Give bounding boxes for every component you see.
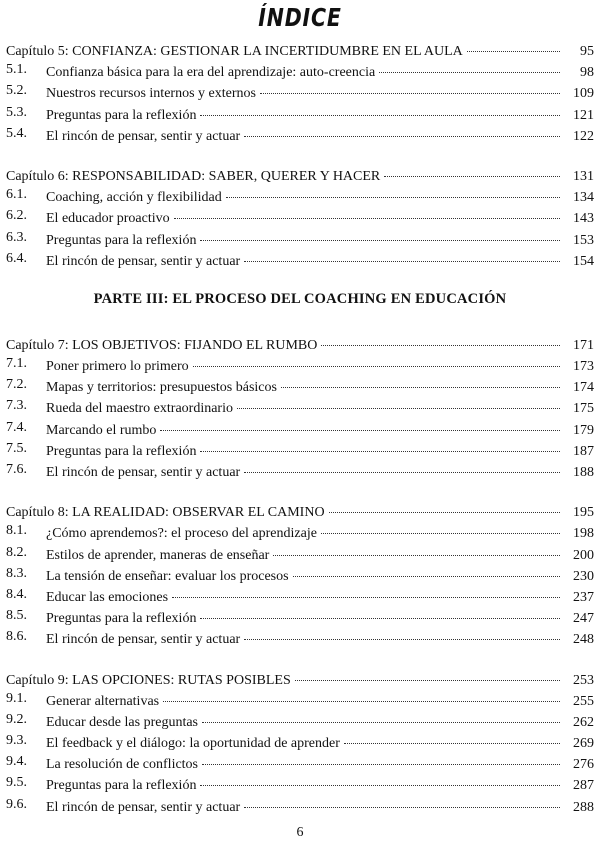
entry-number: 6.3. — [6, 229, 27, 245]
dot-leader — [295, 664, 560, 681]
chapter-title: Capítulo 7: LOS OBJETIVOS: FIJANDO EL RUMBO — [6, 337, 318, 353]
entry-number: 6.4. — [6, 250, 27, 266]
dot-leader — [200, 769, 560, 786]
entry-number: 9.1. — [6, 690, 27, 706]
entry-title: ¿Cómo aprendemos?: el proceso del aprendizaje — [46, 526, 317, 542]
entry-number: 8.1. — [6, 523, 27, 539]
dot-leader — [260, 77, 560, 94]
dot-leader — [321, 329, 560, 346]
entry-title: Coaching, acción y flexibilidad — [46, 190, 222, 206]
entry-title: El rincón de pensar, sentir y actuar — [46, 128, 241, 144]
dot-leader — [384, 160, 560, 177]
entry-page: 262 — [573, 714, 594, 730]
chapter-page: 171 — [573, 337, 594, 353]
entry-number: 9.2. — [6, 711, 27, 727]
entry-page: 175 — [573, 401, 594, 417]
dot-leader — [202, 748, 560, 765]
entry-title: Poner primero lo primero — [46, 359, 189, 375]
dot-leader — [200, 602, 560, 619]
dot-leader — [202, 706, 560, 723]
chapter-page: 95 — [580, 44, 594, 59]
dot-leader — [344, 727, 560, 744]
chapter-title: Capítulo 8: LA REALIDAD: OBSERVAR EL CAMINO — [6, 505, 325, 521]
entry-page: 98 — [580, 65, 594, 81]
entry-title: Rueda del maestro extraordinario — [46, 401, 233, 417]
chapter-title: Capítulo 9: LAS OPCIONES: RUTAS POSIBLES — [6, 672, 291, 688]
entry-title: La tensión de enseñar: evaluar los procesos — [46, 568, 289, 584]
chapter-page: 195 — [573, 505, 594, 521]
chapter-page: 131 — [573, 168, 594, 184]
entry-title: Estilos de aprender, maneras de enseñar — [46, 547, 270, 563]
entry-number: 7.5. — [6, 440, 27, 456]
entry-page: 121 — [573, 107, 594, 123]
entry-title: Marcando el rumbo — [46, 422, 157, 438]
dot-leader — [193, 350, 560, 367]
entry-number: 8.6. — [6, 629, 27, 645]
entry-title: El educador proactivo — [46, 211, 170, 227]
entry-page: 173 — [573, 359, 594, 375]
dot-leader — [244, 456, 560, 473]
toc-entry — [6, 459, 594, 480]
dot-leader — [244, 120, 560, 137]
dot-leader — [200, 99, 560, 116]
entry-title: Preguntas para la reflexión — [46, 232, 197, 248]
entry-number: 5.3. — [6, 104, 27, 120]
entry-title: El rincón de pensar, sentir y actuar — [46, 632, 241, 648]
dot-leader — [174, 202, 560, 219]
entry-page: 153 — [573, 232, 594, 248]
dot-leader — [273, 539, 560, 556]
dot-leader — [163, 685, 560, 702]
dot-leader — [244, 245, 560, 262]
chapter-title: Capítulo 5: CONFIANZA: GESTIONAR LA INCERTIDUMBRE EN EL AULA — [6, 44, 463, 59]
entry-page: 287 — [573, 778, 594, 794]
entry-page: 122 — [573, 128, 594, 144]
dot-leader — [329, 496, 560, 513]
entry-title: Confianza básica para la era del aprendizaje: auto-creencia — [46, 65, 376, 81]
entry-page: 109 — [573, 86, 594, 102]
entry-title: Mapas y territorios: presupuestos básicos — [46, 380, 277, 396]
dot-leader — [237, 392, 560, 409]
page-number: 6 — [296, 825, 304, 840]
entry-page: 174 — [573, 380, 594, 396]
chapter-section — [6, 499, 594, 647]
entry-number: 5.1. — [6, 62, 27, 78]
entry-page: 247 — [573, 611, 594, 627]
dot-leader — [293, 560, 560, 577]
part-heading: PARTE III: EL PROCESO DEL COACHING EN EDUCACIÓN — [93, 290, 507, 307]
page-title: ÍNDICE — [258, 3, 342, 32]
entry-title: Preguntas para la reflexión — [46, 778, 197, 794]
entry-number: 8.4. — [6, 586, 27, 602]
entry-title: El rincón de pensar, sentir y actuar — [46, 465, 241, 480]
entry-number: 9.5. — [6, 775, 27, 791]
chapter-section — [6, 332, 594, 480]
entry-number: 7.4. — [6, 419, 27, 435]
entry-page: 198 — [573, 526, 594, 542]
dot-leader — [467, 35, 560, 52]
entry-title: El feedback y el diálogo: la oportunidad de aprender — [46, 736, 340, 752]
entry-number: 9.4. — [6, 754, 27, 770]
entry-number: 9.6. — [6, 796, 27, 812]
entry-number: 8.5. — [6, 608, 27, 624]
entry-page: 230 — [573, 568, 594, 584]
entry-page: 143 — [573, 211, 594, 227]
entry-number: 5.4. — [6, 125, 27, 141]
dot-leader — [160, 414, 560, 431]
chapter-page: 253 — [573, 672, 594, 688]
dot-leader — [379, 56, 560, 73]
chapter-section — [6, 38, 594, 144]
entry-page: 248 — [573, 632, 594, 648]
table-of-contents — [6, 38, 594, 834]
entry-page: 237 — [573, 589, 594, 605]
entry-number: 6.1. — [6, 187, 27, 203]
entry-title: El rincón de pensar, sentir y actuar — [46, 799, 241, 815]
entry-number: 7.2. — [6, 377, 27, 393]
dot-leader — [244, 791, 560, 808]
entry-number: 7.1. — [6, 356, 27, 372]
entry-title: Preguntas para la reflexión — [46, 107, 197, 123]
entry-page: 200 — [573, 547, 594, 563]
entry-title: Educar desde las preguntas — [46, 714, 198, 730]
entry-page: 187 — [573, 443, 594, 459]
dot-leader — [200, 224, 560, 241]
entry-page: 188 — [573, 465, 594, 480]
entry-page: 154 — [573, 253, 594, 269]
toc-entry — [6, 794, 594, 815]
entry-number: 6.2. — [6, 208, 27, 224]
entry-page: 134 — [573, 190, 594, 206]
dot-leader — [200, 435, 560, 452]
chapter-section — [6, 667, 594, 815]
toc-entry — [6, 626, 594, 647]
entry-title: El rincón de pensar, sentir y actuar — [46, 253, 241, 269]
entry-number: 8.2. — [6, 544, 27, 560]
dot-leader — [244, 623, 560, 640]
entry-title: Preguntas para la reflexión — [46, 443, 197, 459]
entry-number: 7.6. — [6, 462, 27, 477]
entry-title: Educar las emociones — [46, 589, 169, 605]
toc-entry — [6, 248, 594, 269]
entry-page: 269 — [573, 736, 594, 752]
entry-number: 9.3. — [6, 733, 27, 749]
entry-number: 5.2. — [6, 83, 27, 99]
entry-page: 276 — [573, 757, 594, 773]
dot-leader — [281, 371, 560, 388]
chapter-title: Capítulo 6: RESPONSABILIDAD: SABER, QUERER Y HACER — [6, 168, 381, 184]
dot-leader — [172, 581, 560, 598]
entry-title: Nuestros recursos internos y externos — [46, 86, 256, 102]
toc-entry — [6, 123, 594, 144]
entry-title: Generar alternativas — [46, 693, 160, 709]
dot-leader — [321, 517, 560, 534]
dot-leader — [226, 181, 560, 198]
entry-page: 179 — [573, 422, 594, 438]
entry-title: Preguntas para la reflexión — [46, 611, 197, 627]
entry-number: 7.3. — [6, 398, 27, 414]
entry-page: 288 — [573, 799, 594, 815]
entry-page: 255 — [573, 693, 594, 709]
entry-number: 8.3. — [6, 565, 27, 581]
chapter-section — [6, 163, 594, 269]
entry-title: La resolución de conflictos — [46, 757, 199, 773]
